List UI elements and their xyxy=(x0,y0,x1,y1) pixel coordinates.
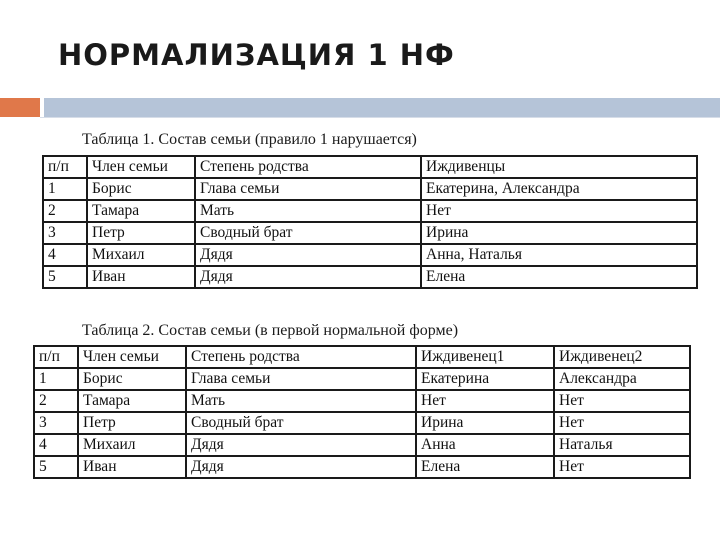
table-header-cell: Степень родства xyxy=(186,346,416,368)
table-cell: 2 xyxy=(34,390,78,412)
table-cell: Елена xyxy=(416,456,554,478)
table-cell: Сводный брат xyxy=(186,412,416,434)
table-cell: 4 xyxy=(34,434,78,456)
table-cell: Елена xyxy=(421,266,697,288)
table-cell: 2 xyxy=(43,200,87,222)
table-cell: Нет xyxy=(421,200,697,222)
table-cell: Иван xyxy=(87,266,195,288)
table-cell: Тамара xyxy=(87,200,195,222)
table-cell: 5 xyxy=(34,456,78,478)
table-cell: Анна xyxy=(416,434,554,456)
table2 xyxy=(33,345,691,479)
table-cell: 4 xyxy=(43,244,87,266)
table-cell: Тамара xyxy=(78,390,186,412)
table-row xyxy=(34,368,690,390)
table-row xyxy=(43,266,697,288)
accent-divider xyxy=(40,117,720,118)
table-cell: Дядя xyxy=(195,244,421,266)
table-cell: 1 xyxy=(43,178,87,200)
table-header-cell: Иждивенец2 xyxy=(554,346,690,368)
table-cell: Дядя xyxy=(195,266,421,288)
table-row xyxy=(43,244,697,266)
table-cell: Борис xyxy=(87,178,195,200)
table-header-row xyxy=(43,156,697,178)
table-header-cell: п/п xyxy=(43,156,87,178)
table-cell: Нет xyxy=(554,456,690,478)
table2-caption: Таблица 2. Состав семьи (в первой нормальной форме) xyxy=(82,322,459,339)
table-cell: Иван xyxy=(78,456,186,478)
table-header-cell: п/п xyxy=(34,346,78,368)
slide-title: НОРМАЛИЗАЦИЯ 1 НФ xyxy=(58,38,455,72)
table-header-row xyxy=(34,346,690,368)
table-header-cell: Степень родства xyxy=(195,156,421,178)
table1 xyxy=(42,155,698,289)
table-row xyxy=(34,434,690,456)
table-cell: Александра xyxy=(554,368,690,390)
table-row xyxy=(34,412,690,434)
table-cell: 3 xyxy=(43,222,87,244)
table-row xyxy=(43,200,697,222)
table-cell: Дядя xyxy=(186,434,416,456)
table-cell: Михаил xyxy=(87,244,195,266)
table-cell: Мать xyxy=(195,200,421,222)
table-header-cell: Член семьи xyxy=(87,156,195,178)
table-cell: Ирина xyxy=(416,412,554,434)
table-cell: Петр xyxy=(78,412,186,434)
table-cell: 1 xyxy=(34,368,78,390)
accent-orange-block xyxy=(0,98,40,117)
table-header-cell: Иждивенцы xyxy=(421,156,697,178)
table-cell: 5 xyxy=(43,266,87,288)
table-cell: Петр xyxy=(87,222,195,244)
table-cell: Екатерина xyxy=(416,368,554,390)
table-cell: Нет xyxy=(554,390,690,412)
table-cell: Михаил xyxy=(78,434,186,456)
table-header-cell: Иждивенец1 xyxy=(416,346,554,368)
table-cell: Екатерина, Александра xyxy=(421,178,697,200)
table-cell: Сводный брат xyxy=(195,222,421,244)
table1-caption: Таблица 1. Состав семьи (правило 1 нарушается) xyxy=(82,131,417,148)
table-cell: Дядя xyxy=(186,456,416,478)
table-cell: Наталья xyxy=(554,434,690,456)
table-cell: Глава семьи xyxy=(195,178,421,200)
table-cell: Нет xyxy=(416,390,554,412)
table-cell: Мать xyxy=(186,390,416,412)
table-cell: Анна, Наталья xyxy=(421,244,697,266)
table-cell: Глава семьи xyxy=(186,368,416,390)
table-cell: Ирина xyxy=(421,222,697,244)
table-row xyxy=(34,456,690,478)
table-cell: Борис xyxy=(78,368,186,390)
table-row xyxy=(43,222,697,244)
table-cell: Нет xyxy=(554,412,690,434)
table-header-cell: Член семьи xyxy=(78,346,186,368)
table-cell: 3 xyxy=(34,412,78,434)
table-row xyxy=(34,390,690,412)
accent-blue-bar xyxy=(44,98,720,117)
table-row xyxy=(43,178,697,200)
